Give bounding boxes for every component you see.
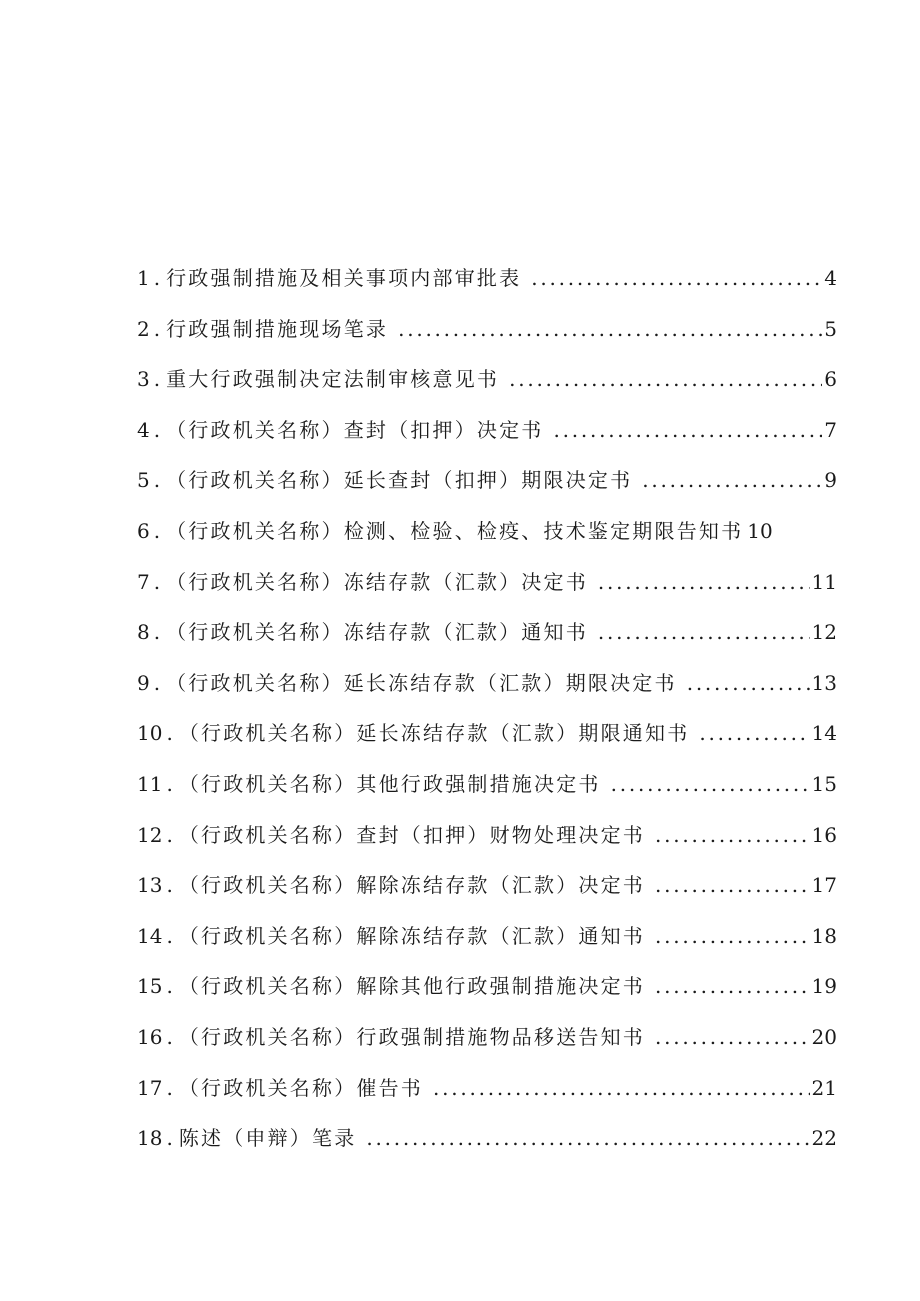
toc-entry-number: 10 bbox=[137, 721, 163, 746]
toc-entry-separator: . bbox=[166, 771, 173, 796]
toc-entry-page-number: 11 bbox=[811, 569, 837, 594]
toc-entry-page-number: 6 bbox=[824, 367, 837, 392]
toc-entry-page-number: 17 bbox=[811, 873, 837, 898]
toc-entry-title: （行政机关名称）催告书 bbox=[178, 1075, 424, 1100]
toc-entry[interactable] bbox=[137, 717, 837, 768]
toc-entry-page-number: 5 bbox=[824, 316, 837, 341]
toc-entry-number: 6 bbox=[137, 518, 150, 543]
toc-entry-leader bbox=[433, 1076, 810, 1100]
toc-entry-separator: . bbox=[166, 1126, 173, 1151]
toc-entry-number: 7 bbox=[137, 569, 150, 594]
toc-entry[interactable] bbox=[137, 768, 837, 819]
toc-entry-separator: . bbox=[166, 873, 173, 898]
toc-entry[interactable] bbox=[137, 819, 837, 870]
toc-entry-number: 3 bbox=[137, 367, 150, 392]
toc-entry-separator: . bbox=[153, 367, 161, 392]
toc-entry-separator: . bbox=[166, 923, 173, 948]
toc-entry-page-number: 10 bbox=[747, 518, 773, 543]
toc-entry-title: （行政机关名称）检测、检验、检疫、技术鉴定期限告知书 bbox=[166, 518, 744, 543]
toc-entry-number: 17 bbox=[137, 1075, 163, 1100]
toc-entry-title: （行政机关名称）解除冻结存款（汇款）通知书 bbox=[178, 923, 646, 948]
toc-entry-separator: . bbox=[166, 974, 173, 999]
toc-entry-number: 13 bbox=[137, 873, 163, 898]
toc-entry-title: （行政机关名称）解除其他行政强制措施决定书 bbox=[178, 974, 646, 999]
toc-entry-number: 18 bbox=[137, 1126, 163, 1151]
toc-entry-leader bbox=[687, 671, 810, 695]
toc-entry[interactable] bbox=[137, 970, 837, 1021]
toc-entry-number: 8 bbox=[137, 620, 150, 645]
toc-entry-leader bbox=[655, 924, 810, 948]
toc-entry-title: （行政机关名称）行政强制措施物品移送告知书 bbox=[178, 1024, 646, 1049]
toc-entry-number: 2 bbox=[137, 316, 150, 341]
toc-entry-number: 5 bbox=[137, 468, 150, 493]
toc-entry[interactable] bbox=[137, 262, 837, 313]
toc-entry-leader bbox=[598, 570, 810, 594]
toc-entry-title: （行政机关名称）冻结存款（汇款）决定书 bbox=[166, 569, 588, 594]
toc-entry[interactable] bbox=[137, 1021, 837, 1072]
toc-entry-title: 重大行政强制决定法制审核意见书 bbox=[166, 367, 500, 392]
toc-entry-page-number: 16 bbox=[811, 822, 837, 847]
toc-entry-separator: . bbox=[153, 468, 161, 493]
toc-entry-page-number: 9 bbox=[824, 468, 837, 493]
toc-entry-separator: . bbox=[153, 569, 161, 594]
toc-entry-title: （行政机关名称）查封（扣押）决定书 bbox=[166, 417, 544, 442]
toc-entry[interactable] bbox=[137, 313, 837, 364]
toc-entry-separator: . bbox=[166, 721, 173, 746]
table-of-contents bbox=[137, 262, 837, 1173]
toc-entry-leader bbox=[509, 367, 822, 391]
toc-entry-page-number: 14 bbox=[811, 721, 837, 746]
toc-entry[interactable] bbox=[137, 566, 837, 617]
toc-entry-title: （行政机关名称）延长冻结存款（汇款）期限决定书 bbox=[166, 670, 677, 695]
toc-entry-number: 11 bbox=[137, 771, 163, 796]
toc-entry-leader bbox=[598, 620, 810, 644]
toc-entry-number: 1 bbox=[137, 266, 150, 290]
toc-entry-separator: . bbox=[153, 670, 161, 695]
toc-entry-leader bbox=[655, 873, 810, 897]
toc-entry-leader bbox=[655, 974, 810, 998]
toc-entry-number: 9 bbox=[137, 670, 150, 695]
toc-entry-title: （行政机关名称）延长查封（扣押）期限决定书 bbox=[166, 468, 633, 493]
toc-entry-title: （行政机关名称）冻结存款（汇款）通知书 bbox=[166, 620, 588, 645]
toc-entry-separator: . bbox=[166, 1075, 173, 1100]
toc-entry-title: 行政强制措施现场笔录 bbox=[166, 316, 389, 341]
toc-entry-page-number: 19 bbox=[811, 974, 837, 999]
toc-entry-page-number: 4 bbox=[824, 266, 837, 290]
toc-entry-number: 12 bbox=[137, 822, 163, 847]
toc-entry-page-number: 22 bbox=[811, 1126, 837, 1151]
toc-entry-title: 行政强制措施及相关事项内部审批表 bbox=[166, 266, 522, 290]
toc-entry-leader bbox=[611, 772, 810, 796]
toc-entry[interactable] bbox=[137, 363, 837, 414]
toc-entry-number: 16 bbox=[137, 1024, 163, 1049]
toc-entry-title: （行政机关名称）延长冻结存款（汇款）期限通知书 bbox=[178, 721, 690, 746]
toc-entry-separator: . bbox=[153, 620, 161, 645]
toc-entry-page-number: 21 bbox=[811, 1075, 837, 1100]
toc-entry-number: 15 bbox=[137, 974, 163, 999]
toc-entry-page-number: 20 bbox=[811, 1024, 837, 1049]
toc-entry-number: 4 bbox=[137, 417, 150, 442]
toc-entry[interactable] bbox=[137, 515, 837, 566]
toc-entry-separator: . bbox=[153, 417, 161, 442]
toc-entry-separator: . bbox=[153, 266, 161, 290]
toc-entry-leader bbox=[642, 468, 822, 492]
toc-entry[interactable] bbox=[137, 1072, 837, 1123]
toc-entry-title: 陈述（申辩）笔录 bbox=[178, 1126, 357, 1151]
toc-entry-separator: . bbox=[153, 518, 161, 543]
toc-entry-number: 14 bbox=[137, 923, 163, 948]
toc-entry[interactable] bbox=[137, 869, 837, 920]
toc-entry-separator: . bbox=[166, 1024, 173, 1049]
toc-entry[interactable] bbox=[137, 414, 837, 465]
toc-entry[interactable] bbox=[137, 1122, 837, 1173]
toc-entry[interactable] bbox=[137, 464, 837, 515]
toc-entry-title: （行政机关名称）解除冻结存款（汇款）决定书 bbox=[178, 873, 646, 898]
toc-entry[interactable] bbox=[137, 667, 837, 718]
toc-entry-leader bbox=[366, 1126, 809, 1150]
toc-entry[interactable] bbox=[137, 920, 837, 971]
toc-entry-title: （行政机关名称）查封（扣押）财物处理决定书 bbox=[178, 822, 646, 847]
toc-entry-leader bbox=[554, 418, 823, 442]
toc-entry-page-number: 13 bbox=[811, 670, 837, 695]
toc-entry-page-number: 7 bbox=[824, 417, 837, 442]
toc-entry-separator: . bbox=[153, 316, 161, 341]
toc-entry-leader bbox=[398, 317, 822, 341]
toc-entry-page-number: 18 bbox=[811, 923, 837, 948]
toc-entry[interactable] bbox=[137, 616, 837, 667]
toc-entry-title: （行政机关名称）其他行政强制措施决定书 bbox=[178, 771, 601, 796]
toc-entry-separator: . bbox=[166, 822, 173, 847]
toc-entry-leader bbox=[655, 823, 810, 847]
toc-entry-leader bbox=[655, 1025, 810, 1049]
toc-entry-page-number: 12 bbox=[811, 620, 837, 645]
toc-entry-leader bbox=[531, 266, 822, 290]
toc-entry-leader bbox=[699, 721, 809, 745]
toc-entry-page-number: 15 bbox=[811, 771, 837, 796]
